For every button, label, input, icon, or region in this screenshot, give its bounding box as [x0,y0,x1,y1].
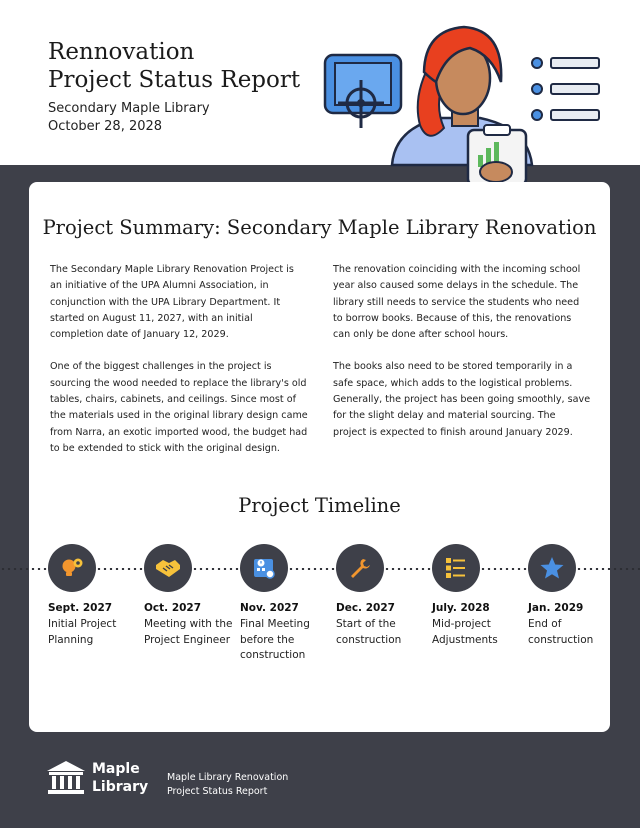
lightbulb-gear-icon [48,544,96,592]
summary-title: Project Summary: Secondary Maple Library Renovation [42,216,597,239]
timeline-milestone [144,544,240,648]
logo-line2: Library [92,779,149,795]
handshake-icon [144,544,192,592]
milestone-desc: Meeting with the Project Engineer [144,618,233,646]
milestone-desc: Final Meeting before the construction [240,618,310,661]
wrench-icon [336,544,384,592]
library-building-icon [46,760,86,796]
milestone-date: Sept. 2027 [48,602,113,614]
footer-text-line1: Maple Library Renovation [167,772,289,783]
footer-text-line2: Project Status Report [167,786,268,797]
report-subtitle [48,100,210,136]
milestone-date: Dec. 2027 [336,602,395,614]
milestone-desc: Mid-project Adjustments [432,618,498,646]
timeline-milestone [240,544,336,664]
summary-paragraph: The renovation coinciding with the incoming school year also caused some delays in the schedule. The library still needs to service the students who need to borrow books. Because of this, the renovations can only be done after school hours. [333,264,581,341]
report-date: October 28, 2028 [48,119,163,134]
blueprint-icon [325,55,401,128]
milestone-desc: Start of the construction [336,618,402,646]
timeline-milestone [48,544,144,648]
engineer-illustration [320,20,620,185]
header [0,0,640,165]
calendar-clock-icon [240,544,288,592]
checklist-icon [432,544,480,592]
summary-paragraph: The Secondary Maple Library Renovation Project is an initiative of the UPA Alumni Association, in conjunction with the UPA Library Department. It started on August 11, 2027, with an initial completion date of January 12, 2029. [50,264,294,341]
star-icon [528,544,576,592]
logo-line1: Maple [92,761,140,777]
milestone-desc: Initial Project Planning [48,618,117,646]
milestone-date: Nov. 2027 [240,602,299,614]
footer-logo [46,760,148,796]
timeline-milestone [432,544,528,648]
timeline-milestone [528,544,624,648]
summary-paragraph: The books also need to be stored temporarily in a safe space, which adds to the logistical problems. Generally, the project has been going smoothly, save for the slight delay and material sourcing. The project is expected to finish around January 2029. [333,361,591,438]
summary-paragraph: One of the biggest challenges in the project is sourcing the wood needed to replace the library's old tables, chairs, cabinets, and ceilings. Since most of the materials used in the original library design came from Narra, an exotic imported wood, the budget had to be extended to stick with the original design. [50,361,308,454]
timeline-title: Project Timeline [238,494,401,517]
milestone-date: Oct. 2027 [144,602,202,614]
library-name: Secondary Maple Library [48,101,210,116]
summary-column-left [50,262,308,473]
list-lines-icon [532,58,599,120]
report-title-line2: Project Status Report [48,67,301,93]
milestone-date: Jan. 2029 [528,602,584,614]
milestone-date: July. 2028 [432,602,490,614]
milestone-desc: End of construction [528,618,594,646]
timeline-milestone [336,544,432,648]
report-title-line1: Rennovation [48,39,195,65]
report-title [48,38,300,94]
summary-column-right [333,262,591,457]
footer-logo-text [92,760,148,796]
footer-text [167,771,288,799]
